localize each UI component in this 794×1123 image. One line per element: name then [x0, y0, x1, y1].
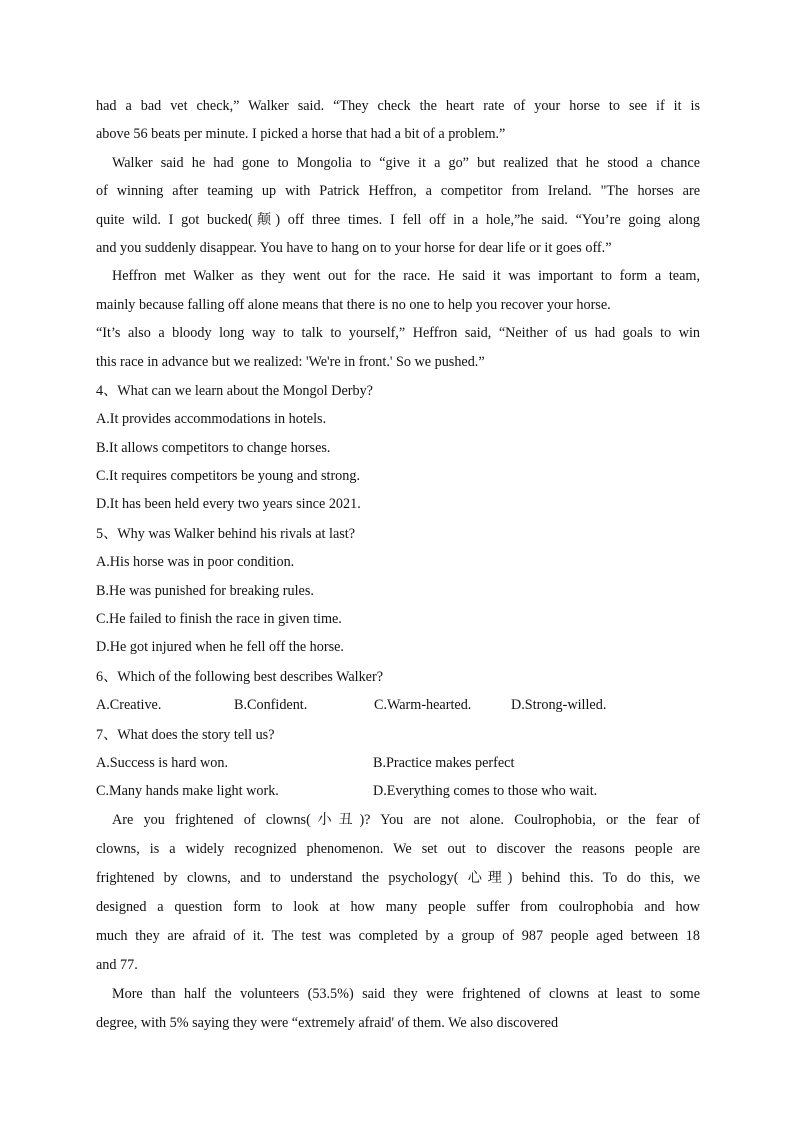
- question-stem: 4、What can we learn about the Mongol Derby?: [96, 382, 373, 399]
- passage-line: designed a question form to look at how many people suffer from coulrophobia and how: [96, 898, 700, 915]
- passage-line: mainly because falling off alone means that there is no one to help you recover your horse.: [96, 296, 611, 313]
- passage-line: clowns, is a widely recognized phenomenon. We set out to discover the reasons people are: [96, 840, 700, 857]
- answer-options-row: [96, 691, 700, 719]
- answer-option: D.Strong-willed.: [511, 697, 607, 714]
- passage-line: of winning after teaming up with Patrick Heffron, a competitor from Ireland. "The horses are: [96, 183, 700, 200]
- passage-line: Heffron met Walker as they went out for the race. He said it was important to form a team,: [112, 268, 700, 285]
- question-stem: 7、What does the story tell us?: [96, 726, 275, 743]
- reading-passage-clowns: [96, 806, 700, 1038]
- page-content: [96, 92, 700, 1038]
- answer-option: A.Creative.: [96, 697, 162, 714]
- answer-option: B.He was punished for breaking rules.: [96, 582, 314, 599]
- answer-option: A.It provides accommodations in hotels.: [96, 411, 327, 428]
- passage-line: degree, with 5% saying they were “extremely afraid' of them. We also discovered: [96, 1014, 559, 1031]
- passage-line: Walker said he had gone to Mongolia to “give it a go” but realized that he stood a chance: [112, 154, 700, 171]
- answer-option: A.His horse was in poor condition.: [96, 554, 295, 571]
- question-stem: 6、Which of the following best describes Walker?: [96, 668, 383, 685]
- question-4: [96, 377, 700, 519]
- answer-option: D.Everything comes to those who wait.: [373, 783, 598, 800]
- passage-line: More than half the volunteers (53.5%) said they were frightened of clowns at least to some: [112, 985, 700, 1002]
- answer-option: C.Warm-hearted.: [374, 697, 472, 714]
- passage-line: and you suddenly disappear. You have to hang on to your horse for dear life or it goes off.”: [96, 239, 612, 256]
- answer-options-row: [96, 777, 700, 805]
- answer-option: C.It requires competitors be young and strong.: [96, 468, 360, 485]
- reading-passage-walker: [96, 92, 700, 376]
- answer-option: A.Success is hard won.: [96, 754, 229, 771]
- passage-line: this race in advance but we realized: 'We're in front.' So we pushed.”: [96, 353, 485, 370]
- question-7: [96, 721, 700, 806]
- answer-option: D.It has been held every two years since 2021.: [96, 496, 361, 513]
- question-stem: 5、Why was Walker behind his rivals at last?: [96, 525, 356, 542]
- passage-line: Are you frightened of clowns(小丑)? You are not alone. Coulrophobia, or the fear of: [112, 811, 700, 828]
- answer-option: B.It allows competitors to change horses.: [96, 439, 331, 456]
- question-5: [96, 520, 700, 662]
- answer-option: C.Many hands make light work.: [96, 783, 279, 800]
- passage-line: and 77.: [96, 956, 138, 973]
- answer-option: B.Confident.: [234, 697, 308, 714]
- passage-line: much they are afraid of it. The test was completed by a group of 987 people aged between 18: [96, 927, 700, 944]
- passage-line: quite wild. I got bucked(颠) off three times. I fell off in a hole,”he said. “You’re going along: [96, 211, 700, 228]
- answer-option: D.He got injured when he fell off the horse.: [96, 639, 344, 656]
- passage-line: had a bad vet check,” Walker said. “They check the heart rate of your horse to see if it is: [96, 98, 700, 114]
- passage-line: above 56 beats per minute. I picked a horse that had a bit of a problem.”: [96, 126, 506, 143]
- passage-line: frightened by clowns, and to understand the psychology( 心理) behind this. To do this, we: [96, 869, 700, 886]
- passage-line: “It’s also a bloody long way to talk to yourself,” Heffron said, “Neither of us had goals to win: [96, 325, 700, 342]
- answer-options-row: [96, 749, 700, 777]
- answer-option: C.He failed to finish the race in given time.: [96, 611, 342, 628]
- answer-option: B.Practice makes perfect: [373, 754, 515, 771]
- question-6: [96, 663, 700, 720]
